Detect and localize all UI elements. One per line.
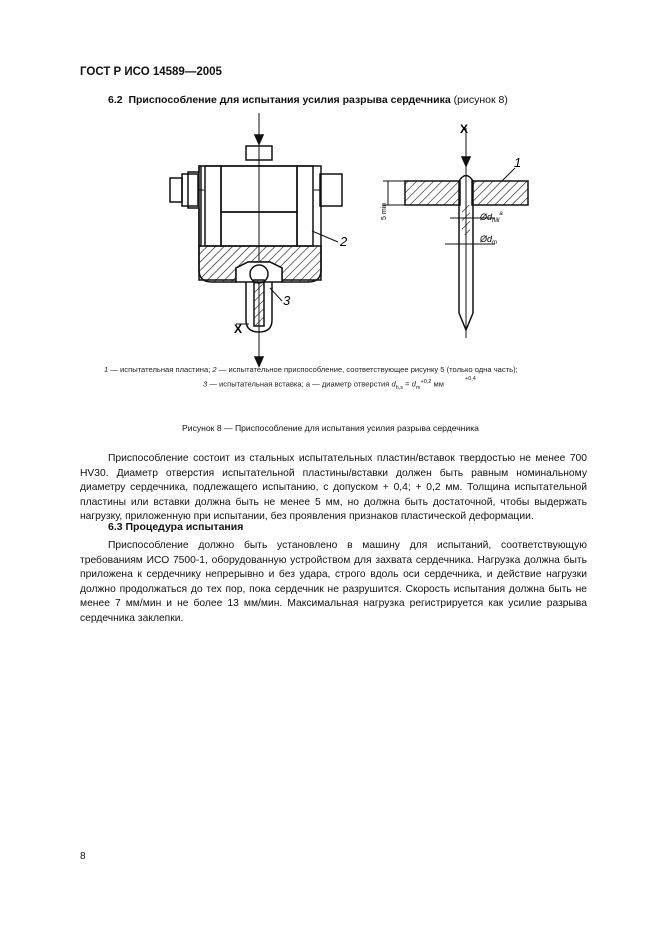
figure-legend-line-2: +0,4 3 — испытательная вставка; а — диаметр отверстия $d_{h,s} = d_m^{+0,2}$ мм	[203, 376, 476, 392]
page-number: 8	[80, 851, 86, 862]
figure-8-diagram	[150, 108, 550, 368]
document-header: ГОСТ Р ИСО 14589—2005	[80, 66, 222, 78]
figure-caption: Рисунок 8 — Приспособление для испытания усилия разрыва сердечника	[182, 423, 479, 433]
axis-x-top-label: X	[460, 122, 469, 136]
test-plate-detail	[383, 128, 528, 338]
dim-dh-label: $Ød_{hill}^a$	[480, 211, 503, 224]
callout-1: 1	[514, 155, 522, 170]
paragraph-fixture-description: Приспособление состоит из стальных испытательных пластин/вставок твердостью не менее 700 HV30. Диаметр отверстия испытательной пластины/вставки должен быть равным номинальному диаметру сердечника, подлежащего испытанию, с допуском + 0,4; + 0,2 мм. Толщина испытательной пластины или вставки должна быть не менее 5 мм, но должна быть достаточной, чтобы выдержать нагрузку, приложенную при испытании, без проявления признаков пластической деформации.	[80, 453, 587, 522]
axis-x-bottom-label: X	[234, 322, 243, 336]
callout-3: 3	[283, 293, 291, 308]
section-heading: Приспособление для испытания усилия разрыва сердечника	[128, 94, 451, 106]
figure-legend-line-1: 1 — испытательная пластина; 2 — испытательное приспособление, соответствующее рисунку 5 (только одна часть);	[104, 365, 518, 374]
paragraph-test-procedure: Приспособление должно быть установлено в машину для испытаний, соответствующую требованиям ИСО 7500-1, оборудованную устройством для захвата сердечника. Нагрузка должна быть приложена к сердечнику непрерывно и без удара, строго вдоль оси сердечника, и действие нагрузки должно продолжаться до тех пор, пока сердечник не разрушится. Скорость испытания должна быть не менее 7 мм/мин и не более 13 мм/мин. Максимальная нагрузка регистрируется как усилие разрыва сердечника заклепки.	[80, 540, 587, 624]
callout-2: 2	[340, 234, 348, 249]
section-6-3-title: 6.3 Процедура испытания	[108, 521, 244, 533]
dim-dm-label: $Ød_m$	[480, 234, 498, 246]
figure-reference: (рисунок 8)	[453, 94, 508, 106]
fixture-drawing	[170, 113, 342, 366]
section-number: 6.2	[108, 94, 123, 106]
section-6-2-title	[108, 94, 508, 106]
dim-5-min: 5 min	[381, 202, 388, 220]
